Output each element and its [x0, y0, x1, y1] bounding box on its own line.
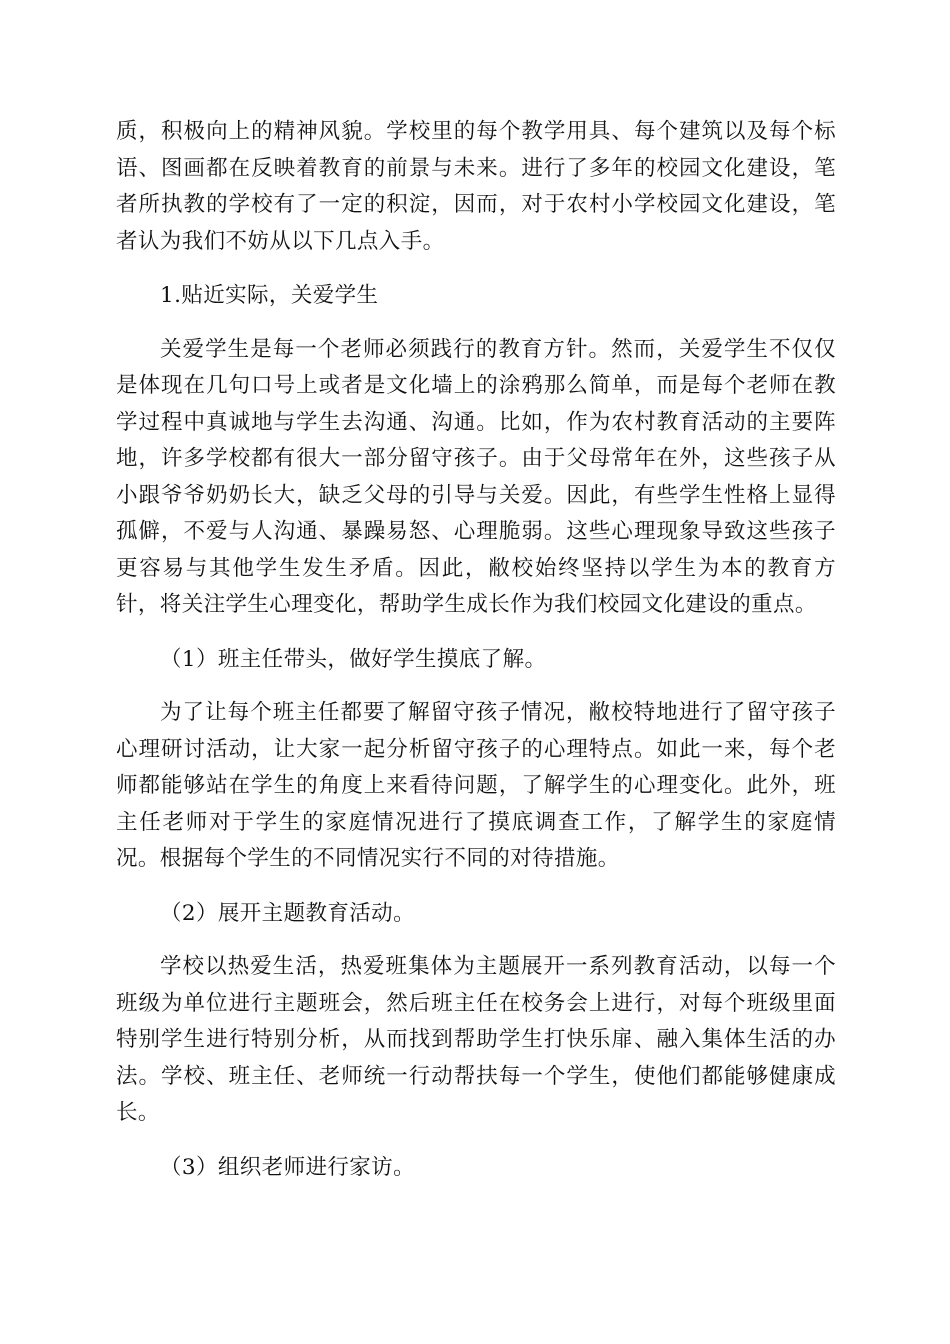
- section-heading-care-students: 1.贴近实际，关爱学生: [160, 283, 379, 308]
- paragraph-theme-activities: 学校以热爱生活，热爱班集体为主题展开一系列教育活动，以每一个班级为单位进行主题班会，然后班主任在校务会上进行，对每个班级里面特别学生进行特别分析，从而找到帮助学生打快乐扉、融入集体生活的办法。学校、班主任、老师统一行动帮扶每一个学生，使他们都能够健康成长。: [116, 954, 836, 1125]
- subheading-head-teacher: （1）班主任带头，做好学生摸底了解。: [160, 646, 547, 672]
- subheading-home-visits: （3）组织老师进行家访。: [160, 1154, 415, 1180]
- paragraph-continuation: 质，积极向上的精神风貌。学校里的每个教学用具、每个建筑以及每个标语、图画都在反映着教育的前景与未来。进行了多年的校园文化建设，笔者所执教的学校有了一定的积淀，因而，对于农村小学校园文化建设，笔者认为我们不妨从以下几点入手。: [116, 119, 836, 254]
- paragraph-care-students: 关爱学生是每一个老师必须践行的教育方针。然而，关爱学生不仅仅是体现在几句口号上或者是文化墙上的涂鸦那么简单，而是每个老师在教学过程中真诚地与学生去沟通、沟通。比如，作为农村教育活动的主要阵地，许多学校都有很大一部分留守孩子。由于父母常年在外，这些孩子从小跟爷爷奶奶长大，缺乏父母的引导与关爱。因此，有些学生性格上显得孤僻，不爱与人沟通、暴躁易怒、心理脆弱。这些心理现象导致这些孩子更容易与其他学生发生矛盾。因此，敝校始终坚持以学生为本的教育方针，将关注学生心理变化，帮助学生成长作为我们校园文化建设的重点。: [116, 336, 836, 617]
- subheading-theme-activities: （2）展开主题教育活动。: [160, 900, 415, 926]
- document-body: [116, 114, 836, 1203]
- paragraph-head-teacher: 为了让每个班主任都要了解留守孩子情况，敝校特地进行了留守孩子心理研讨活动，让大家一起分析留守孩子的心理特点。如此一来，每个老师都能够站在学生的角度上来看待问题，了解学生的心理变化。此外，班主任老师对于学生的家庭情况进行了摸底调查工作，了解学生的家庭情况。根据每个学生的不同情况实行不同的对待措施。: [116, 700, 836, 871]
